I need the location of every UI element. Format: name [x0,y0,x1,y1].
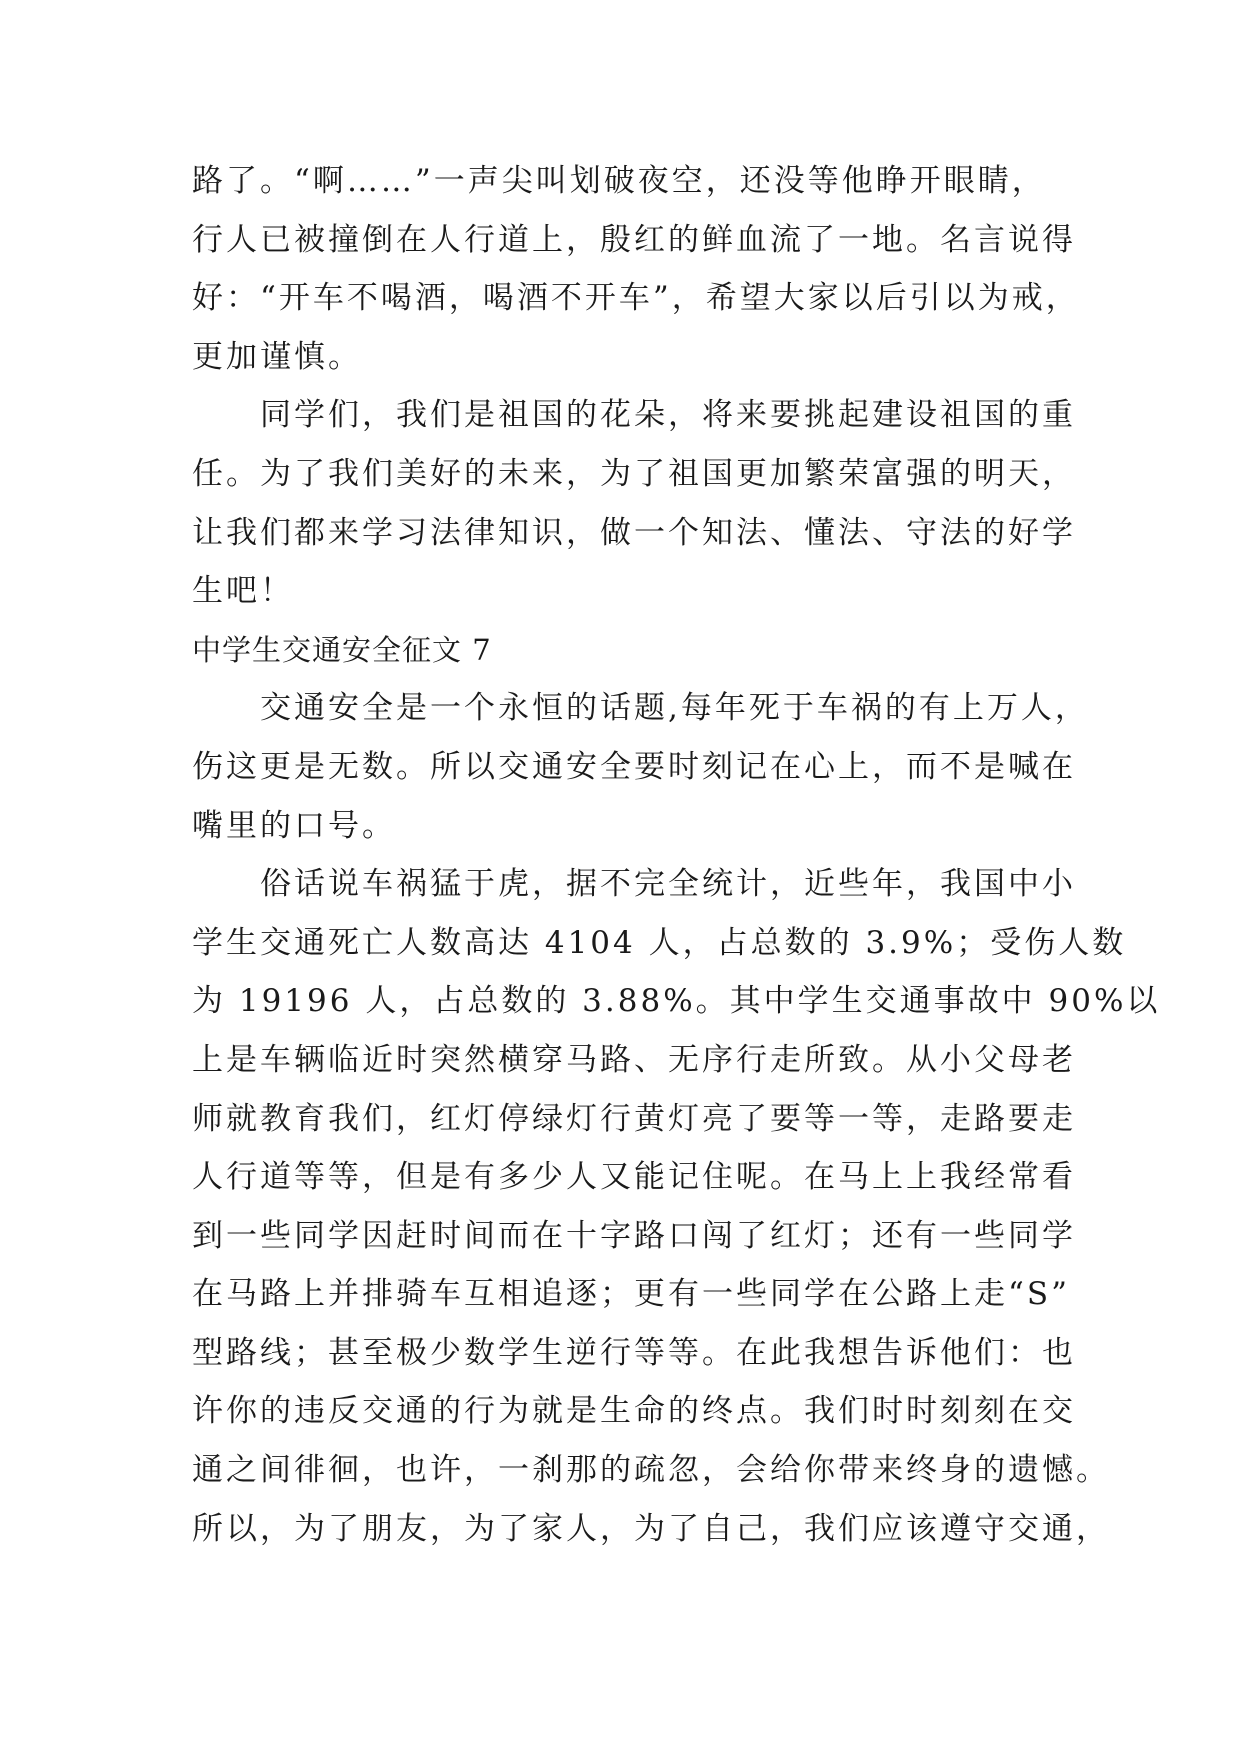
text-line: 上是车辆临近时突然横穿马路、无序行走所致。从小父母老 [192,1041,1076,1078]
text-line: 更加谨慎。 [192,338,362,375]
text-line: 让我们都来学习法律知识，做一个知法、懂法、守法的好学 [192,514,1076,551]
text-line: 所以，为了朋友，为了家人，为了自己，我们应该遵守交通， [192,1510,1110,1547]
text-line: 生吧！ [192,573,294,610]
text-line: 行人已被撞倒在人行道上，殷红的鲜血流了一地。名言说得 [192,221,1076,258]
text-line: 许你的违反交通的行为就是生命的终点。我们时时刻刻在交 [192,1393,1076,1430]
paragraph-first-line: 交通安全是一个永恒的话题,每年死于车祸的有上万人， [260,690,1089,727]
text-line: 伤这更是无数。所以交通安全要时刻记在心上，而不是喊在 [192,748,1076,785]
text-line: 为 19196 人，占总数的 3.88%。其中学生交通事故中 90%以 [192,983,1161,1020]
text-line: 通之间徘徊，也许，一刹那的疏忽，会给你带来终身的遗憾。 [192,1452,1110,1489]
text-line: 型路线；甚至极少数学生逆行等等。在此我想告诉他们：也 [192,1334,1076,1371]
paragraph-first-line: 同学们，我们是祖国的花朵，将来要挑起建设祖国的重 [260,397,1076,434]
text-line: 好：“开车不喝酒，喝酒不开车”，希望大家以后引以为戒， [192,280,1080,317]
text-line: 学生交通死亡人数高达 4104 人，占总数的 3.9%；受伤人数 [192,924,1127,961]
text-line: 在马路上并排骑车互相追逐；更有一些同学在公路上走“S” [192,1276,1070,1313]
text-line: 到一些同学因赶时间而在十字路口闯了红灯；还有一些同学 [192,1217,1076,1254]
paragraph-first-line: 俗话说车祸猛于虎，据不完全统计，近些年，我国中小 [260,866,1076,903]
text-line: 师就教育我们，红灯停绿灯行黄灯亮了要等一等，走路要走 [192,1100,1076,1137]
text-line: 人行道等等，但是有多少人又能记住呢。在马上上我经常看 [192,1159,1076,1196]
document-body [192,152,1161,1558]
section-heading: 中学生交通安全征文 7 [192,632,492,667]
text-line: 嘴里的口号。 [192,807,396,844]
text-line: 路了。“啊……”一声尖叫划破夜空，还没等他睁开眼睛， [192,163,1046,199]
text-line: 任。为了我们美好的未来，为了祖国更加繁荣富强的明天， [192,455,1076,492]
